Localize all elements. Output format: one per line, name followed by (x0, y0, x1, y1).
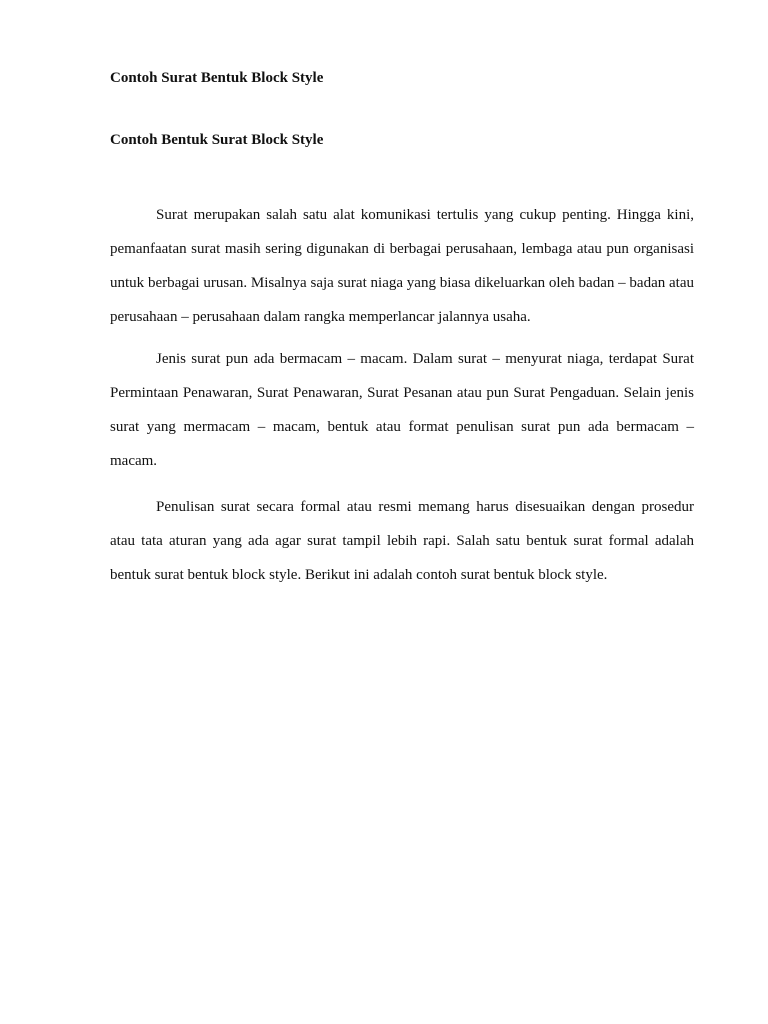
document-subtitle: Contoh Bentuk Surat Block Style (110, 132, 324, 148)
paragraph-2: Jenis surat pun ada bermacam – macam. Dalam surat – menyurat niaga, terdapat Surat Permintaan Penawaran, Surat Penawaran, Surat Pesanan atau pun Surat Pengaduan. Selain jenis surat yang mermacam – macam, bentuk atau format penulisan surat pun ada bermacam – macam. (110, 351, 694, 469)
document-title: Contoh Surat Bentuk Block Style (110, 70, 324, 86)
paragraph-1: Surat merupakan salah satu alat komunikasi tertulis yang cukup penting. Hingga kini, pemanfaatan surat masih sering digunakan di berbagai perusahaan, lembaga atau pun organisasi untuk berbagai urusan. Misalnya saja surat niaga yang biasa dikeluarkan oleh badan – badan atau perusahaan – perusahaan dalam rangka memperlancar jalannya usaha. (110, 207, 694, 325)
paragraph-3: Penulisan surat secara formal atau resmi memang harus disesuaikan dengan prosedur atau tata aturan yang ada agar surat tampil lebih rapi. Salah satu bentuk surat formal adalah bentuk surat bentuk block style. Berikut ini adalah contoh surat bentuk block style. (110, 499, 694, 583)
